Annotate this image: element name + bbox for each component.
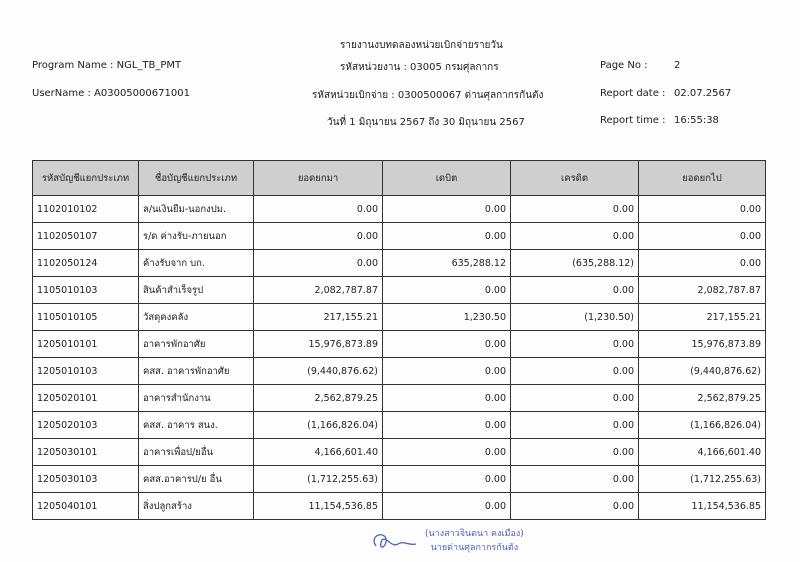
table-row <box>33 385 766 412</box>
table-row <box>33 196 766 223</box>
credit: 0.00 <box>511 358 639 385</box>
table-row <box>33 277 766 304</box>
closing-balance: 2,562,879.25 <box>639 385 766 412</box>
closing-balance: 0.00 <box>639 223 766 250</box>
opening-balance: 2,562,879.25 <box>254 385 383 412</box>
credit: 0.00 <box>511 412 639 439</box>
opening-balance: (9,440,876.62) <box>254 358 383 385</box>
account-code: 1102010102 <box>33 196 139 223</box>
report-title: รายงานงบทดลองหน่วยเบิกจ่ายรายวัน <box>340 40 503 51</box>
account-code: 1105010103 <box>33 277 139 304</box>
column-header: เครดิต <box>511 161 639 196</box>
debit: 0.00 <box>383 331 511 358</box>
closing-balance: (1,166,826.04) <box>639 412 766 439</box>
debit: 0.00 <box>383 277 511 304</box>
opening-balance: 4,166,601.40 <box>254 439 383 466</box>
account-code: 1102050107 <box>33 223 139 250</box>
stamp-position: นายด่านศุลกากรกันตัง <box>430 543 519 553</box>
account-code: 1205020101 <box>33 385 139 412</box>
account-name: อาคารเพื่อป/ยอื่น <box>139 439 254 466</box>
user-name: UserName : A03005000671001 <box>32 88 190 99</box>
table-row <box>33 493 766 520</box>
report-period: วันที่ 1 มิถุนายน 2567 ถึง 30 มิถุนายน 2567 <box>327 117 525 128</box>
account-name: ล/นเงินยืม-นอกงปม. <box>139 196 254 223</box>
closing-balance: (9,440,876.62) <box>639 358 766 385</box>
column-header: ยอดยกมา <box>254 161 383 196</box>
closing-balance: 2,082,787.87 <box>639 277 766 304</box>
account-name: อาคารพักอาศัย <box>139 331 254 358</box>
credit: 0.00 <box>511 493 639 520</box>
opening-balance: 15,976,873.89 <box>254 331 383 358</box>
account-code: 1102050124 <box>33 250 139 277</box>
signature-mark <box>370 530 420 554</box>
opening-balance: (1,712,255.63) <box>254 466 383 493</box>
debit: 635,288.12 <box>383 250 511 277</box>
account-name: ร/ด ค่างรับ-ภายนอก <box>139 223 254 250</box>
closing-balance: 11,154,536.85 <box>639 493 766 520</box>
disbursing-unit: รหัสหน่วยเบิกจ่าย : 0300500067 ด่านศุลกากรกันตัง <box>312 90 544 101</box>
closing-balance: 4,166,601.40 <box>639 439 766 466</box>
account-code: 1205010103 <box>33 358 139 385</box>
debit: 0.00 <box>383 493 511 520</box>
opening-balance: 0.00 <box>254 223 383 250</box>
trial-balance-table <box>32 160 766 520</box>
credit: 0.00 <box>511 466 639 493</box>
table-row <box>33 304 766 331</box>
table-row <box>33 439 766 466</box>
credit: 0.00 <box>511 385 639 412</box>
account-name: คสส. อาคาร สนง. <box>139 412 254 439</box>
account-name: คสส.อาคารป/ย อื่น <box>139 466 254 493</box>
opening-balance: 0.00 <box>254 196 383 223</box>
closing-balance: 217,155.21 <box>639 304 766 331</box>
credit: 0.00 <box>511 439 639 466</box>
time-label: Report time : <box>600 115 666 126</box>
credit: (1,230.50) <box>511 304 639 331</box>
account-code: 1105010105 <box>33 304 139 331</box>
account-name: อาคารสำนักงาน <box>139 385 254 412</box>
debit: 1,230.50 <box>383 304 511 331</box>
debit: 0.00 <box>383 358 511 385</box>
account-name: สิ่งปลูกสร้าง <box>139 493 254 520</box>
closing-balance: 0.00 <box>639 196 766 223</box>
table-row <box>33 412 766 439</box>
page-value: 2 <box>674 60 681 71</box>
debit: 0.00 <box>383 223 511 250</box>
credit: 0.00 <box>511 277 639 304</box>
credit: 0.00 <box>511 331 639 358</box>
agency-code: รหัสหน่วยงาน : 03005 กรมศุลกากร <box>340 62 499 73</box>
account-code: 1205030101 <box>33 439 139 466</box>
account-name: คสส. อาคารพักอาศัย <box>139 358 254 385</box>
signature-stamp <box>425 528 524 554</box>
opening-balance: 217,155.21 <box>254 304 383 331</box>
opening-balance: 0.00 <box>254 250 383 277</box>
account-name: ค้างรับจาก บก. <box>139 250 254 277</box>
credit: 0.00 <box>511 223 639 250</box>
table-row <box>33 223 766 250</box>
debit: 0.00 <box>383 466 511 493</box>
debit: 0.00 <box>383 412 511 439</box>
table-row <box>33 466 766 493</box>
account-code: 1205030103 <box>33 466 139 493</box>
date-label: Report date : <box>600 88 666 99</box>
program-name: Program Name : NGL_TB_PMT <box>32 60 182 71</box>
debit: 0.00 <box>383 385 511 412</box>
account-code: 1205010101 <box>33 331 139 358</box>
column-header: ชื่อบัญชีแยกประเภท <box>139 161 254 196</box>
date-value: 02.07.2567 <box>674 88 732 99</box>
table-row <box>33 250 766 277</box>
opening-balance: (1,166,826.04) <box>254 412 383 439</box>
account-code: 1205040101 <box>33 493 139 520</box>
table-header <box>33 161 766 196</box>
account-code: 1205020103 <box>33 412 139 439</box>
column-header: ยอดยกไป <box>639 161 766 196</box>
credit: 0.00 <box>511 196 639 223</box>
page-label: Page No : <box>600 60 648 71</box>
column-header: รหัสบัญชีแยกประเภท <box>33 161 139 196</box>
opening-balance: 11,154,536.85 <box>254 493 383 520</box>
credit: (635,288.12) <box>511 250 639 277</box>
table-row <box>33 358 766 385</box>
debit: 0.00 <box>383 439 511 466</box>
account-name: สินค้าสำเร็จรูป <box>139 277 254 304</box>
closing-balance: 0.00 <box>639 250 766 277</box>
table-row <box>33 331 766 358</box>
account-name: วัสดุคงคลัง <box>139 304 254 331</box>
time-value: 16:55:38 <box>674 115 719 126</box>
debit: 0.00 <box>383 196 511 223</box>
closing-balance: 15,976,873.89 <box>639 331 766 358</box>
opening-balance: 2,082,787.87 <box>254 277 383 304</box>
stamp-name: (นางสาวจินดนา คงเมือง) <box>425 529 524 539</box>
column-header: เดบิต <box>383 161 511 196</box>
closing-balance: (1,712,255.63) <box>639 466 766 493</box>
